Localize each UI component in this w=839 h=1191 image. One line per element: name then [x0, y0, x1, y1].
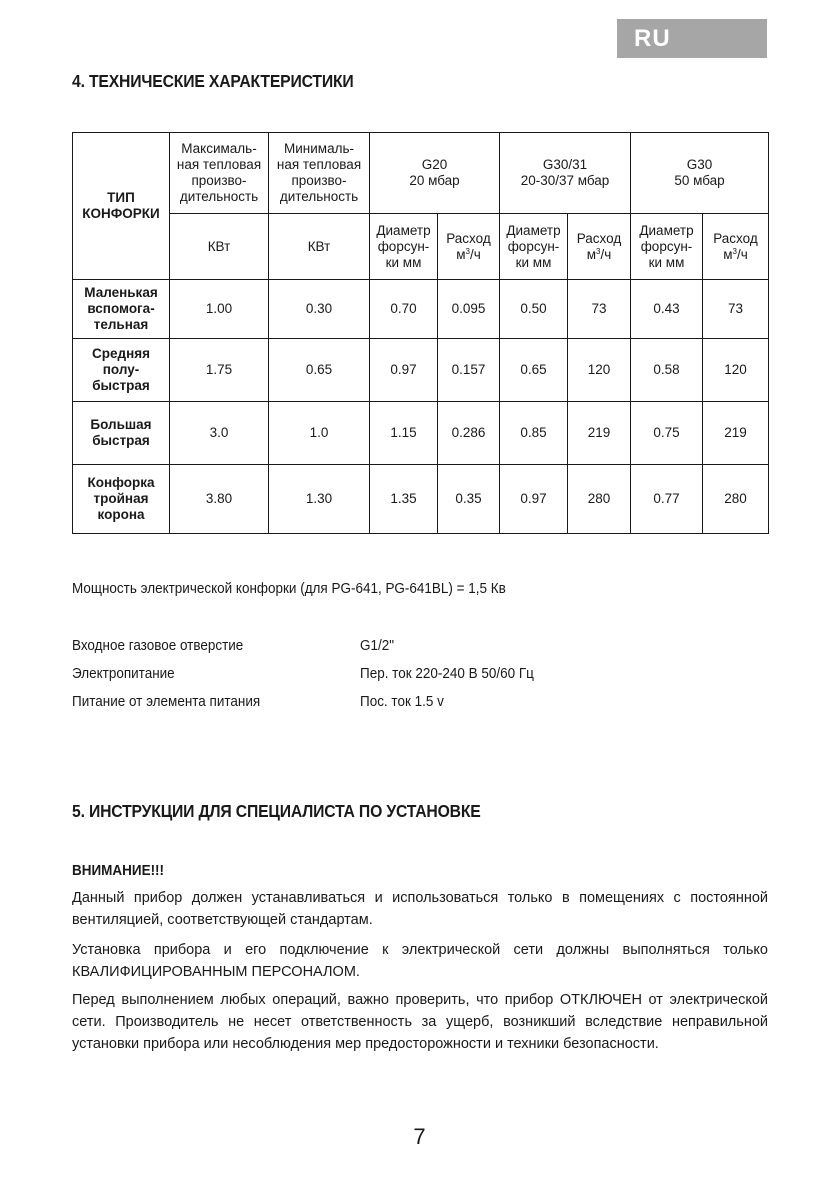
battery-supply-value: Пос. ток 1.5 v: [360, 694, 444, 710]
sub-flow: Расход $м^3/ч$: [568, 214, 631, 280]
table-cell: 1.35: [370, 465, 438, 534]
table-row: [73, 339, 769, 402]
table-cell: 73: [568, 280, 631, 339]
table-cell: 0.50: [500, 280, 568, 339]
battery-supply-label: Питание от элемента питания: [72, 694, 261, 710]
table-cell: 73: [703, 280, 769, 339]
gas-group-g20: G20 20 мбар: [370, 133, 500, 214]
table-cell: 0.58: [631, 339, 703, 402]
page-number: 7: [413, 1124, 426, 1149]
table-cell: 0.77: [631, 465, 703, 534]
table-cell: 120: [568, 339, 631, 402]
unit-max: КВт: [170, 214, 269, 280]
gas-group-g30-31: G30/31 20-30/37 мбар: [500, 133, 631, 214]
table-cell: 0.97: [370, 339, 438, 402]
type-header: ТИП КОНФОРКИ: [73, 133, 170, 280]
table-cell: 0.30: [269, 280, 370, 339]
warning-paragraph: Данный прибор должен устанавливаться и использоваться только в помещениях с постоянной вентиляцией, соответствующей стандартам.: [72, 890, 768, 928]
burner-name: Большая быстрая: [73, 402, 170, 465]
sub-flow: Расход $м^3/ч$: [703, 214, 769, 280]
burner-name: Маленькая вспомога- тельная: [73, 280, 170, 339]
table-cell: 3.0: [170, 402, 269, 465]
table-cell: 3.80: [170, 465, 269, 534]
table-cell: 0.70: [370, 280, 438, 339]
table-cell: 0.157: [438, 339, 500, 402]
table-cell: 0.35: [438, 465, 500, 534]
table-cell: 0.286: [438, 402, 500, 465]
section-4-title: 4. ТЕХНИЧЕСКИЕ ХАРАКТЕРИСТИКИ: [72, 71, 354, 91]
table-cell: 219: [568, 402, 631, 465]
burner-name: Средняя полу- быстрая: [73, 339, 170, 402]
table-cell: 0.65: [269, 339, 370, 402]
table-cell: 120: [703, 339, 769, 402]
table-cell: 1.15: [370, 402, 438, 465]
warning-title: ВНИМАНИЕ!!!: [72, 863, 165, 879]
max-heat-header: Максималь- ная тепловая произво- дительность: [170, 133, 269, 214]
table-cell: 1.30: [269, 465, 370, 534]
sub-diameter: Диаметр форсун- ки мм: [370, 214, 438, 280]
table-cell: 219: [703, 402, 769, 465]
table-cell: 0.85: [500, 402, 568, 465]
gas-inlet-value: G1/2": [360, 638, 395, 654]
table-cell: 1.00: [170, 280, 269, 339]
language-badge: RU: [617, 19, 767, 58]
sub-diameter: Диаметр форсун- ки мм: [500, 214, 568, 280]
table-row: [73, 280, 769, 339]
unit-min: КВт: [269, 214, 370, 280]
table-cell: 0.095: [438, 280, 500, 339]
gas-group-g30: G30 50 мбар: [631, 133, 769, 214]
table-cell: 1.0: [269, 402, 370, 465]
table-cell: 0.97: [500, 465, 568, 534]
burner-name: Конфорка тройная корона: [73, 465, 170, 534]
table-cell: 280: [703, 465, 769, 534]
warning-paragraph: Установка прибора и его подключение к электрической сети должны выполняться только КВАЛИФИЦИРОВАННЫМ ПЕРСОНАЛОМ.: [72, 942, 768, 980]
sub-flow: Расход $м^3/ч$: [438, 214, 500, 280]
table-row: [73, 465, 769, 534]
power-supply-value: Пер. ток 220-240 В 50/60 Гц: [360, 666, 534, 682]
section-5-title: 5. ИНСТРУКЦИИ ДЛЯ СПЕЦИАЛИСТА ПО УСТАНОВКЕ: [72, 801, 481, 821]
table-cell: 280: [568, 465, 631, 534]
gas-inlet-label: Входное газовое отверстие: [72, 638, 244, 654]
table-row: [73, 402, 769, 465]
min-heat-header: Минималь- ная тепловая произво- дительность: [269, 133, 370, 214]
table-cell: 0.65: [500, 339, 568, 402]
electric-burner-power: Мощность электрической конфорки (для PG-641, PG-641BL) = 1,5 Кв: [72, 581, 506, 597]
sub-diameter: Диаметр форсун- ки мм: [631, 214, 703, 280]
warning-paragraph: Перед выполнением любых операций, важно проверить, что прибор ОТКЛЮЧЕН от электрической сети. Производитель не несет ответственность за ущерб, возникший вследствие неправильной установки прибора или несоблюдения мер предосторожности и техники безопасности.: [72, 992, 768, 1052]
specifications-table: [72, 132, 769, 534]
table-cell: 0.75: [631, 402, 703, 465]
table-cell: 0.43: [631, 280, 703, 339]
table-cell: 1.75: [170, 339, 269, 402]
power-supply-label: Электропитание: [72, 666, 175, 682]
